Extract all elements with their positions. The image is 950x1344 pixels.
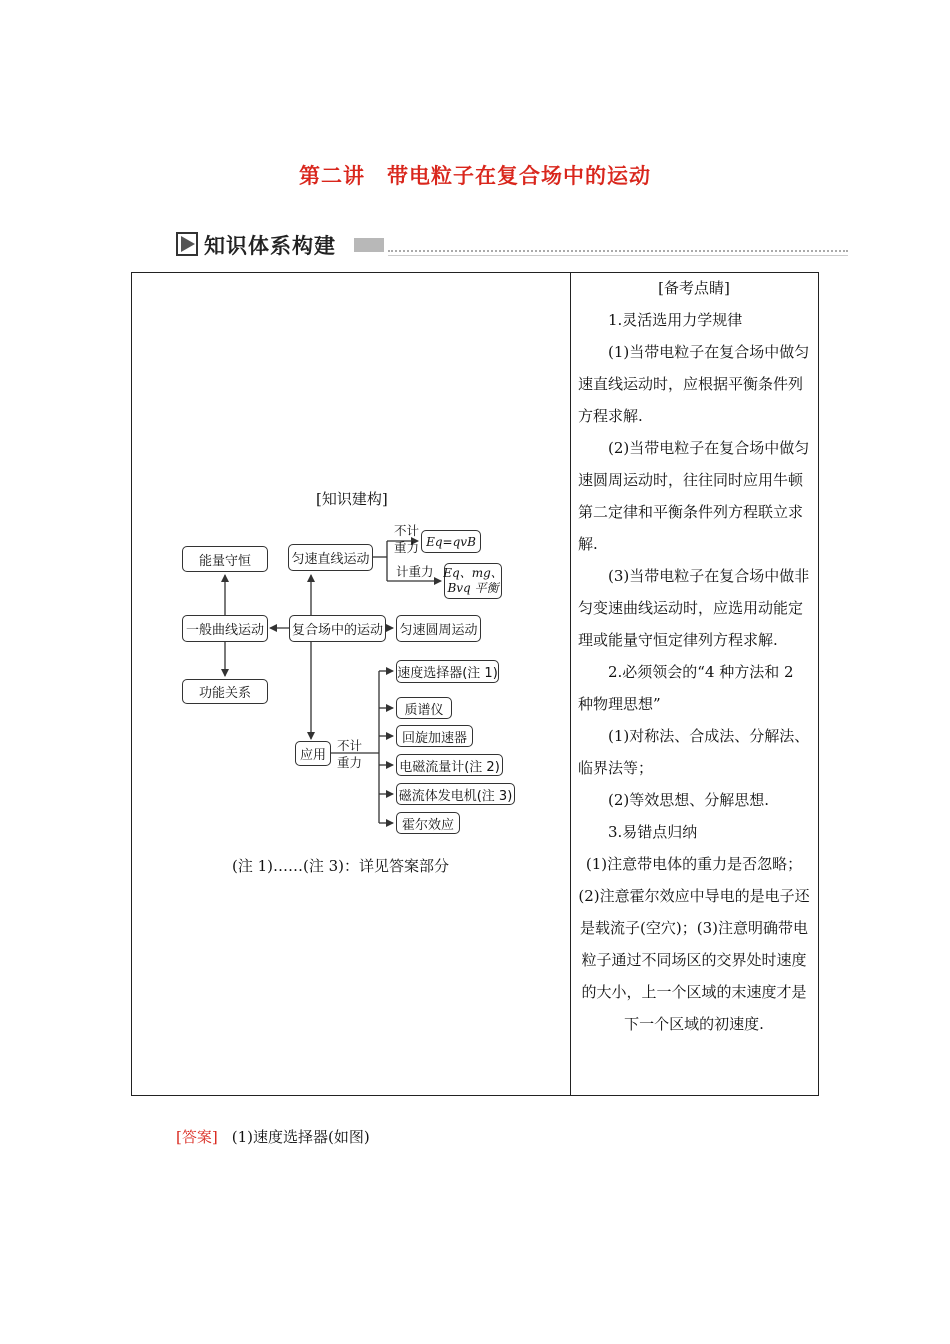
eq-mg-line1: Eq、mg、 (443, 566, 503, 580)
answer-tag: [答案] (176, 1128, 218, 1146)
tip-3: 3.易错点归纳 (608, 823, 698, 841)
label-app-ignore-2: 重力 (337, 755, 363, 770)
section-title: 知识体系构建 (204, 234, 336, 258)
node-compound-field: 复合场中的运动 (289, 615, 386, 642)
diagram-note: (注 1)……(注 3)：详见答案部分 (232, 857, 450, 875)
label-app-ignore-gravity (337, 737, 362, 771)
tip-3-1: (1)注意带电体的重力是否忽略；(2)注意霍尔效应中导电的是电子还是载流子(空穴)；(3)注意明确带电粒子通过不同场区的交界处时速度的大小，上一个区域的末速度才是下一个区域的初速度. (578, 855, 810, 1033)
label-count-gravity: 计重力 (396, 564, 434, 579)
node-eq-mg-balance (444, 563, 502, 599)
answer-line (176, 1126, 370, 1147)
tips-heading: [备考点睛] (658, 279, 730, 297)
label-ignore-gravity-1: 不计 (394, 523, 420, 538)
node-uniform-circular: 匀速圆周运动 (396, 615, 481, 642)
label-ignore-gravity-2: 重力 (394, 540, 420, 555)
exam-tips-column (578, 272, 810, 1040)
node-uniform-linear: 匀速直线运动 (288, 544, 373, 571)
knowledge-label: [知识建构] (316, 490, 388, 508)
answer-text: (1)速度选择器(如图) (231, 1128, 370, 1146)
tip-1-1: (1)当带电粒子在复合场中做匀速直线运动时，应根据平衡条件列方程求解. (578, 343, 810, 425)
node-general-curve: 一般曲线运动 (182, 615, 268, 642)
node-velocity-selector: 速度选择器(注 1) (396, 660, 499, 683)
node-flow-meter: 电磁流量计(注 2) (396, 754, 503, 776)
page-title: 第二讲 带电粒子在复合场中的运动 (299, 164, 651, 188)
node-application: 应用 (295, 741, 331, 766)
label-app-ignore-1: 不计 (337, 738, 363, 753)
node-mhd-generator: 磁流体发电机(注 3) (396, 783, 515, 805)
node-hall-effect: 霍尔效应 (396, 812, 460, 834)
label-ignore-gravity (394, 522, 419, 556)
tip-2-1: (1)对称法、合成法、分解法、临界法等； (578, 727, 810, 777)
tip-1-2: (2)当带电粒子在复合场中做匀速圆周运动时，往往同时应用牛顿第二定律和平衡条件列方程联立求解. (578, 439, 810, 553)
tip-2: 2.必须领会的“4 种方法和 2 种物理思想” (578, 663, 794, 713)
tip-1: 1.灵活选用力学规律 (608, 311, 743, 329)
node-mass-spectrometer: 质谱仪 (396, 697, 452, 719)
tip-2-2: (2)等效思想、分解思想. (608, 791, 770, 809)
tip-1-3: (3)当带电粒子在复合场中做非匀变速曲线运动时，应选用动能定理或能量守恒定律列方程求解. (578, 567, 810, 649)
node-cyclotron: 回旋加速器 (396, 725, 473, 747)
node-work-energy: 功能关系 (182, 679, 268, 704)
node-eq-qvb: Eq=qvB (421, 530, 481, 553)
node-energy-conservation: 能量守恒 (182, 546, 268, 572)
eq-mg-line2: Bvq 平衡 (447, 581, 499, 595)
